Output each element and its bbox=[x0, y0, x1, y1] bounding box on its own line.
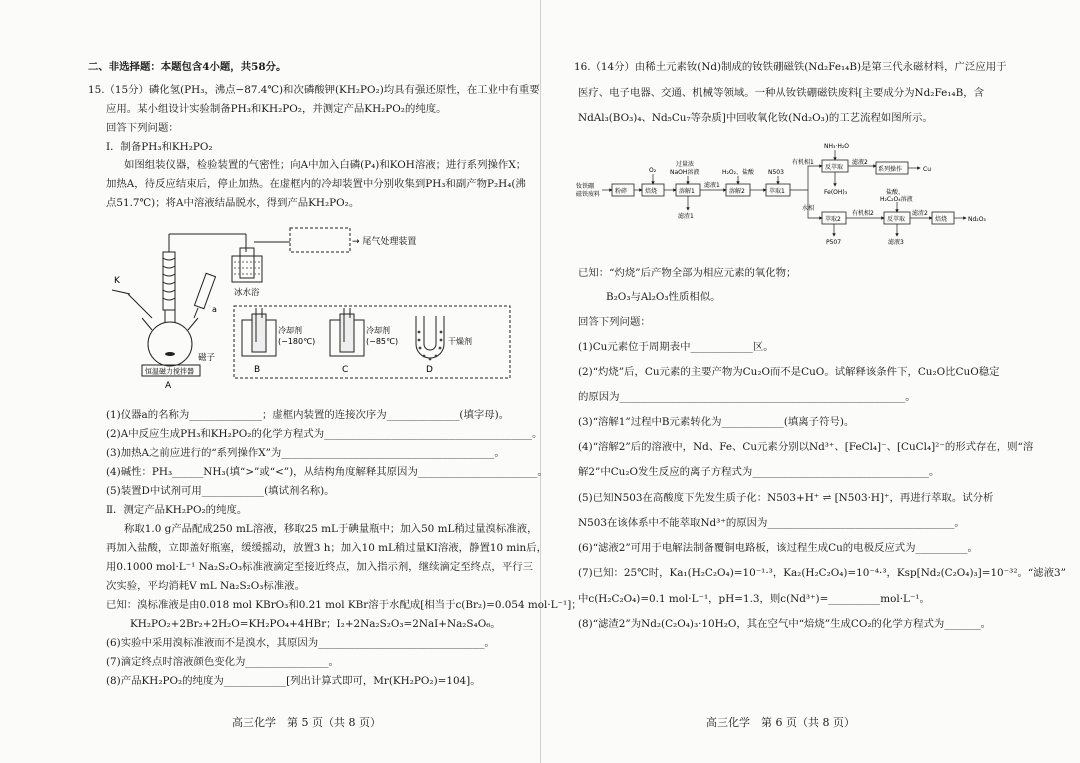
label-oxalic: H₂C₂O₄溶液 bbox=[880, 196, 913, 203]
exhaust-dashed-box bbox=[290, 228, 350, 252]
ice-bath-vessel bbox=[232, 248, 262, 282]
q15-intro-2: 应用。某小组设计实验制备PH₃和KH₂PO₂，并测定产品KH₂PO₂的纯度。 bbox=[106, 103, 447, 115]
q16-sub-7b: 中c(H₂C₂O₄)=0.1 mol·L⁻¹，pH=1.3，则c(Nd³⁺)=__________mol·L⁻¹。 bbox=[578, 593, 930, 605]
q16-intro-3: NdAl₃(BO₃)₄、Nd₅Cu₇等杂质]中回收氧化钕(Nd₂O₃)的工艺流程如图所示。 bbox=[578, 112, 933, 124]
condenser bbox=[163, 234, 246, 310]
label-coolant-c: 冷却剂 bbox=[366, 326, 390, 335]
q16-intro-2: 医疗、电子电器、交通、机械等领域。一种从钕铁硼磁铁废料[主要成分为Nd₂Fe₁₄B，含 bbox=[578, 87, 984, 99]
q16-sub-7a: (7)已知：25℃时，Ka₁(H₂C₂O₄)=10⁻¹·³，Ka₂(H₂C₂O₄)=10⁻⁴·³，Ksp[Nd₂(C₂O₄)₃]=10⁻³²。“滤液3” bbox=[578, 567, 1066, 579]
q16-sub-5a: (5)已知N503在高酸度下先发生质子化：N503+H⁺ ⇌ [N503·H]⁺，再进行萃取。试分析 bbox=[578, 492, 994, 504]
q16-sub-3: (3)“溶解1”过程中B元素转化为____________(填离子符号)。 bbox=[578, 416, 855, 428]
label-naoh-1: 过量浓 bbox=[676, 161, 695, 168]
label-calcine: 焙烧 bbox=[645, 188, 658, 195]
label-organic2: 有机相2 bbox=[852, 210, 874, 217]
q15-method-2: 再加入盐酸，立即盖好瓶塞，缓缓摇动，放置3 h；加入10 mL稍过量KI溶液，静置10 min后， bbox=[106, 542, 548, 554]
label-magnet: 磁子 bbox=[198, 353, 216, 363]
q16-sub-8: (8)“滤渣2”为Nd₂(C₂O₄)₃·10H₂O，其在空气中“焙烧”生成CO₂的化学方程式为_______。 bbox=[578, 618, 992, 630]
q15-sub-2: (2)A中反应生成PH₃和KH₂PO₂的化学方程式为________________________________________。 bbox=[106, 428, 543, 440]
device-d-u-tube bbox=[416, 316, 444, 358]
label-back-extract: 反萃取 bbox=[825, 164, 844, 171]
label-coolant-c-temp: (−85℃) bbox=[366, 337, 399, 346]
label-naoh-2: NaOH溶液 bbox=[670, 169, 700, 176]
label-k: K bbox=[114, 276, 120, 286]
desiccant-particles bbox=[418, 331, 443, 361]
q15-sub-6: (6)实验中采用溴标准液而不是溴水，其原因为________________________________。 bbox=[106, 637, 495, 649]
label-fe-oh: Fe(OH)₃ bbox=[824, 189, 848, 196]
label-back-extract2: 反萃取 bbox=[887, 216, 906, 223]
label-cu: Cu bbox=[923, 166, 931, 173]
tube-k bbox=[112, 290, 130, 294]
right-footer: 高三化学 第 6 页（共 8 页） bbox=[706, 716, 855, 729]
label-p507: P507 bbox=[826, 239, 842, 246]
apparatus-diagram bbox=[108, 222, 518, 400]
label-filtrate3: 滤液3 bbox=[888, 239, 904, 246]
label-extract1: 萃取1 bbox=[769, 188, 785, 195]
label-residue1: 滤渣1 bbox=[678, 213, 694, 220]
q15-sub-8: (8)产品KH₂PO₂的纯度为____________[列出计算式即可，Mr(KH₂PO₂)=104]。 bbox=[106, 675, 481, 687]
label-dissolve1: 溶解1 bbox=[679, 188, 695, 195]
label-crush: 粉碎 bbox=[615, 188, 628, 195]
q16-known-1: 已知：“灼烧”后产物全部为相应元素的氧化物； bbox=[578, 267, 797, 279]
label-coolant-b: 冷却剂 bbox=[278, 326, 302, 335]
q15-para-2: 加热A，待反应结束后，停止加热。在虚框内的冷却装置中分别收集到PH₃和副产物P₂H₄(沸 bbox=[106, 178, 526, 190]
label-organic1: 有机相1 bbox=[792, 159, 814, 166]
q16-known-2: B₂O₃与Al₂O₃性质相似。 bbox=[606, 291, 721, 303]
label-stirrer: 恒温磁力搅拌器 bbox=[145, 367, 194, 376]
q16-sub-6: (6)“滤液2”可用于电解法制备覆铜电路板，该过程生成Cu的电极反应式为__________。 bbox=[578, 542, 978, 554]
left-footer: 高三化学 第 5 页（共 8 页） bbox=[232, 716, 381, 729]
label-dissolve2: 溶解2 bbox=[729, 188, 745, 195]
label-extract2: 萃取2 bbox=[825, 216, 841, 223]
label-filtrate2: 滤液2 bbox=[852, 159, 868, 166]
q15-para-1: 如图组装仪器，检验装置的气密性；向A中加入白磷(P₄)和KOH溶液；进行系列操作X； bbox=[124, 159, 527, 171]
label-a: a bbox=[212, 305, 217, 314]
page-divider bbox=[540, 0, 541, 763]
label-calcine2: 焙烧 bbox=[935, 216, 948, 223]
q16-sub-5b: N503在该体系中不能萃取Nd³⁺的原因为____________________________________。 bbox=[578, 517, 965, 529]
process-flowchart bbox=[576, 140, 996, 256]
magnet-bar bbox=[165, 352, 175, 356]
q16-sub-1: (1)Cu元素位于周期表中____________区。 bbox=[578, 341, 774, 353]
q16-intro-1: 16.（14分）由稀土元素钕(Nd)制成的钕铁硼磁铁(Nd₂Fe₁₄B)是第三代永磁材料，广泛应用于 bbox=[574, 61, 1007, 73]
label-feed-2: 磁铁废料 bbox=[576, 191, 601, 198]
q15-equations: KH₂PO₂+2Br₂+2H₂O=KH₂PO₄+4HBr；I₂+2Na₂S₂O₃=2NaI+Na₂S₄O₆。 bbox=[130, 618, 501, 630]
device-b bbox=[242, 308, 276, 356]
q15-intro-1: 15.（15分）磷化氢(PH₃，沸点−87.4℃)和次磷酸钾(KH₂PO₂)均具有强还原性，在工业中有重要 bbox=[88, 84, 540, 96]
label-filtrate1: 滤液1 bbox=[704, 182, 720, 189]
q15-sub-3: (3)加热A之前应进行的“系列操作X”为_________________________________________。 bbox=[106, 447, 505, 459]
q15-known: 已知：溴标准液是由0.018 mol KBrO₃和0.21 mol KBr溶于水配成[相当于c(Br₂)=0.054 mol·L⁻¹]； bbox=[106, 599, 582, 611]
label-ice-bath: 冰水浴 bbox=[234, 288, 260, 298]
q16-sub-4a: (4)“溶解2”后的溶液中，Nd、Fe、Cu元素分别以Nd³⁺、[FeCl₄]⁻、[CuCl₄]²⁻的形式存在，则“溶 bbox=[578, 441, 1034, 453]
label-A: A bbox=[165, 381, 172, 391]
label-series-op: 系列操作 bbox=[878, 166, 903, 173]
label-product: Nd₂O₃ bbox=[968, 216, 986, 223]
q16-sub-2b: 的原因为_______________________________________________________。 bbox=[578, 391, 916, 403]
q15-method-3: 用0.1000 mol·L⁻¹ Na₂S₂O₃标准液滴定至接近终点，加入指示剂，继续滴定至终点，平行三 bbox=[106, 561, 533, 573]
q15-sub-5: (5)装置D中试剂可用____________(填试剂名称)。 bbox=[106, 485, 335, 497]
q16-sub-2a: (2)“灼烧”后，Cu元素的主要产物为Cu₂O而不是CuO。试解释该条件下，Cu₂O比CuO稳定 bbox=[578, 366, 1000, 378]
label-exhaust: → 尾气处理装置 bbox=[352, 237, 417, 247]
label-desiccant: 干燥剂 bbox=[448, 337, 472, 346]
label-C: C bbox=[342, 365, 349, 375]
q16-sub-4b: 解2”中Cu₂O发生反应的离子方程式为__________________________________。 bbox=[578, 466, 940, 478]
label-B: B bbox=[254, 365, 261, 375]
q15-para-3: 点51.7℃)；将A中溶液结晶脱水，得到产品KH₂PO₂。 bbox=[106, 197, 360, 209]
label-feed-1: 钕铁硼 bbox=[576, 183, 595, 190]
q16-answer-prompt: 回答下列问题： bbox=[578, 316, 651, 328]
q15-part2-title: Ⅱ．测定产品KH₂PO₂的纯度。 bbox=[106, 504, 248, 516]
label-n503: N503 bbox=[768, 169, 784, 176]
label-D: D bbox=[426, 365, 433, 375]
label-nh3: NH₃·H₂O bbox=[824, 143, 849, 150]
q15-method-4: 次实验，平均消耗V mL Na₂S₂O₃标准液。 bbox=[106, 580, 305, 592]
q15-sub-1: (1)仪器a的名称为______________；虚框内装置的连接次序为______________(填字母)。 bbox=[106, 409, 510, 421]
section-heading: 二、非选择题：本题包含4小题，共58分。 bbox=[88, 61, 287, 73]
device-c bbox=[330, 308, 364, 356]
label-residue2: 滤渣2 bbox=[912, 210, 928, 217]
q15-sub-7: (7)滴定终点时溶液颜色变化为________________。 bbox=[106, 656, 339, 668]
q15-method-1: 称取1.0 g产品配成250 mL溶液，移取25 mL于碘量瓶中；加入50 mL稍过量溴标准液， bbox=[124, 523, 538, 535]
q15-answer-prompt: 回答下列问题： bbox=[106, 122, 179, 134]
q15-sub-4: (4)碱性：PH₃______NH₃(填“>”或“<”)，从结构角度解释其原因为_______________________。 bbox=[106, 466, 548, 478]
label-aqueous: 水相 bbox=[802, 205, 815, 212]
label-reagents: H₂O₂、盐酸 bbox=[722, 169, 755, 176]
label-coolant-b-temp: (−180℃) bbox=[278, 337, 316, 346]
q15-part1-title: Ⅰ．制备PH₃和KH₂PO₂ bbox=[106, 141, 213, 153]
label-hcl: 盐酸、 bbox=[886, 189, 905, 196]
label-o2: O₂ bbox=[649, 167, 657, 174]
